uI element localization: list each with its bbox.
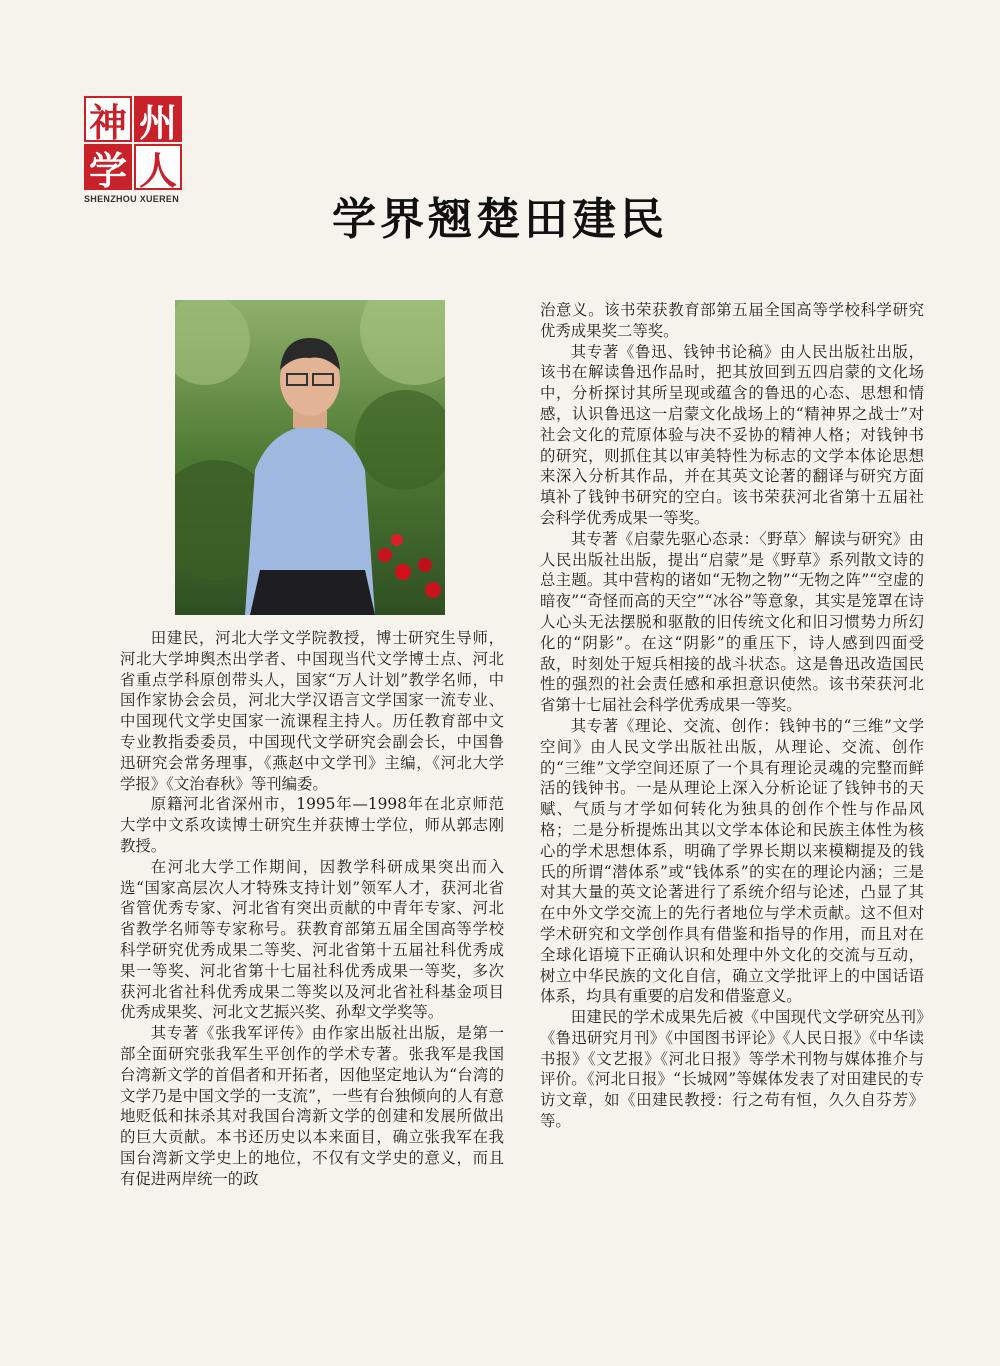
body-paragraph-continued: 治意义。该书荣获教育部第五届全国高等学校科学研究优秀成果奖二等奖。 <box>540 301 924 340</box>
logo-grid <box>84 96 182 193</box>
logo-char: 神 <box>84 96 132 142</box>
portrait-illustration <box>175 300 445 615</box>
body-paragraph: 其专著《理论、交流、创作：钱钟书的“三维”文学空间》由人民文学出版社出版，从理论、交流、创作的“三维”文学空间还原了一个具有理论灵魂的完整而鲜活的钱钟书。一是从理论上深入分析论证了钱钟书的天赋、气质与才学如何转化为独具的创作个性与作品风格；二是分析提炼出其以文学本体论和民族主体性为核心的学术思想体系，明确了学界长期以来模糊提及的钱氏的所谓“潜体系”或“钱体系”的实在的理论内涵；三是对其大量的英文论著进行了系统介绍与论述，凸显了其在中外文学交流上的先行者地位与学术贡献。这不但对学术研究和文学创作具有借鉴和指导的作用，而且对在全球化语境下正确认识和处理中外文化的交流与互动，树立中华民族的文化自信，确立文学批评上的中国话语体系，均具有重要的启发和借鉴意义。 <box>540 716 924 1006</box>
logo-char: 州 <box>134 96 182 142</box>
portrait-photo <box>175 300 445 615</box>
body-paragraph: 田建民，河北大学文学院教授，博士研究生导师，河北大学坤舆杰出学者、中国现当代文学博士点、河北省重点学科原创带头人，国家“万人计划”教学名师，中国作家协会会员，河北大学汉语言文学国家一流专业、中国现代文学史国家一流课程主持人。历任教育部中文专业教指委委员，中国现代文学研究会副会长，中国鲁迅研究会常务理事，《燕赵中文学刊》主编，《河北大学学报》《文治春秋》等刊编委。 <box>120 629 504 793</box>
article-left-column <box>120 628 504 1190</box>
article-right-column <box>540 300 924 1132</box>
logo-subtitle: SHENZHOU XUEREN <box>84 194 180 204</box>
logo-char: 学 <box>84 144 132 190</box>
body-paragraph: 其专著《启蒙先驱心态录：〈野草〉解读与研究》由人民出版社出版，提出“启蒙”是《野草》系列散文诗的总主题。其中营构的诸如“无物之物”“无物之阵”“空虚的暗夜”“奇怪而高的天空”“冰谷”等意象，其实是笼罩在诗人心头无法摆脱和驱散的旧传统文化和旧习惯势力所幻化的“阴影”。在这“阴影”的重压下，诗人感到四面受敌，时刻处于短兵相接的战斗状态。这是鲁迅改造国民性的强烈的社会责任感和承担意识使然。该书荣获河北省第十七届社会科学优秀成果一等奖。 <box>540 529 924 715</box>
logo-char: 人 <box>134 144 182 190</box>
body-paragraph: 在河北大学工作期间，因教学科研成果突出而入选“国家高层次人才特殊支持计划”领军人才，获河北省省管优秀专家、河北省有突出贡献的中青年专家、河北省教学名师等专家称号。获教育部第五届全国高等学校科学研究优秀成果二等奖、河北省第十五届社科优秀成果一等奖、河北省第十七届社科优秀成果一等奖，多次获河北省社科优秀成果二等奖以及河北省社科基金项目优秀成果奖、河北文艺振兴奖、孙犁文学奖等。 <box>120 857 504 1022</box>
body-paragraph: 田建民的学术成果先后被《中国现代文学研究丛刊》《鲁迅研究月刊》《中国图书评论》《人民日报》《中华读书报》《文艺报》《河北日报》等学术刊物与媒体推介与评价。《河北日报》“长城网”等媒体发表了对田建民的专访文章，如《田建民教授：行之苟有恒，久久自芬芳》等。 <box>540 1008 924 1131</box>
body-paragraph: 其专著《鲁迅、钱钟书论稿》由人民出版社出版，该书在解读鲁迅作品时，把其放回到五四启蒙的文化场中，分析探讨其所呈现或蕴含的鲁迅的心态、思想和情感，认识鲁迅这一启蒙文化战场上的“精神界之战士”对社会文化的荒原体验与决不妥协的精神人格；对钱钟书的研究，则抓住其以审美特性为标志的文学本体论思想来深入分析其作品，并在其英文论著的翻译与研究方面填补了钱钟书研究的空白。该书荣获河北省第十五届社会科学优秀成果一等奖。 <box>540 342 924 527</box>
body-paragraph: 其专著《张我军评传》由作家出版社出版，是第一部全面研究张我军生平创作的学术专著。张我军是我国台湾新文学的首倡者和开拓者，因他坚定地认为“台湾的文学乃是中国文学的一支流”，一些有台独倾向的人有意地贬低和抹杀其对我国台湾新文学的创建和发展所做出的巨大贡献。本书还历史以本来面目，确立张我军在我国台湾新文学史上的地位，不仅有文学史的意义，而且有促进两岸统一的政 <box>120 1024 504 1188</box>
body-paragraph: 原籍河北省深州市，1995年—1998年在北京师范大学中文系攻读博士研究生并获博士学位，师从郭志刚教授。 <box>120 795 504 855</box>
article-title: 学界翘楚田建民 <box>332 194 668 245</box>
